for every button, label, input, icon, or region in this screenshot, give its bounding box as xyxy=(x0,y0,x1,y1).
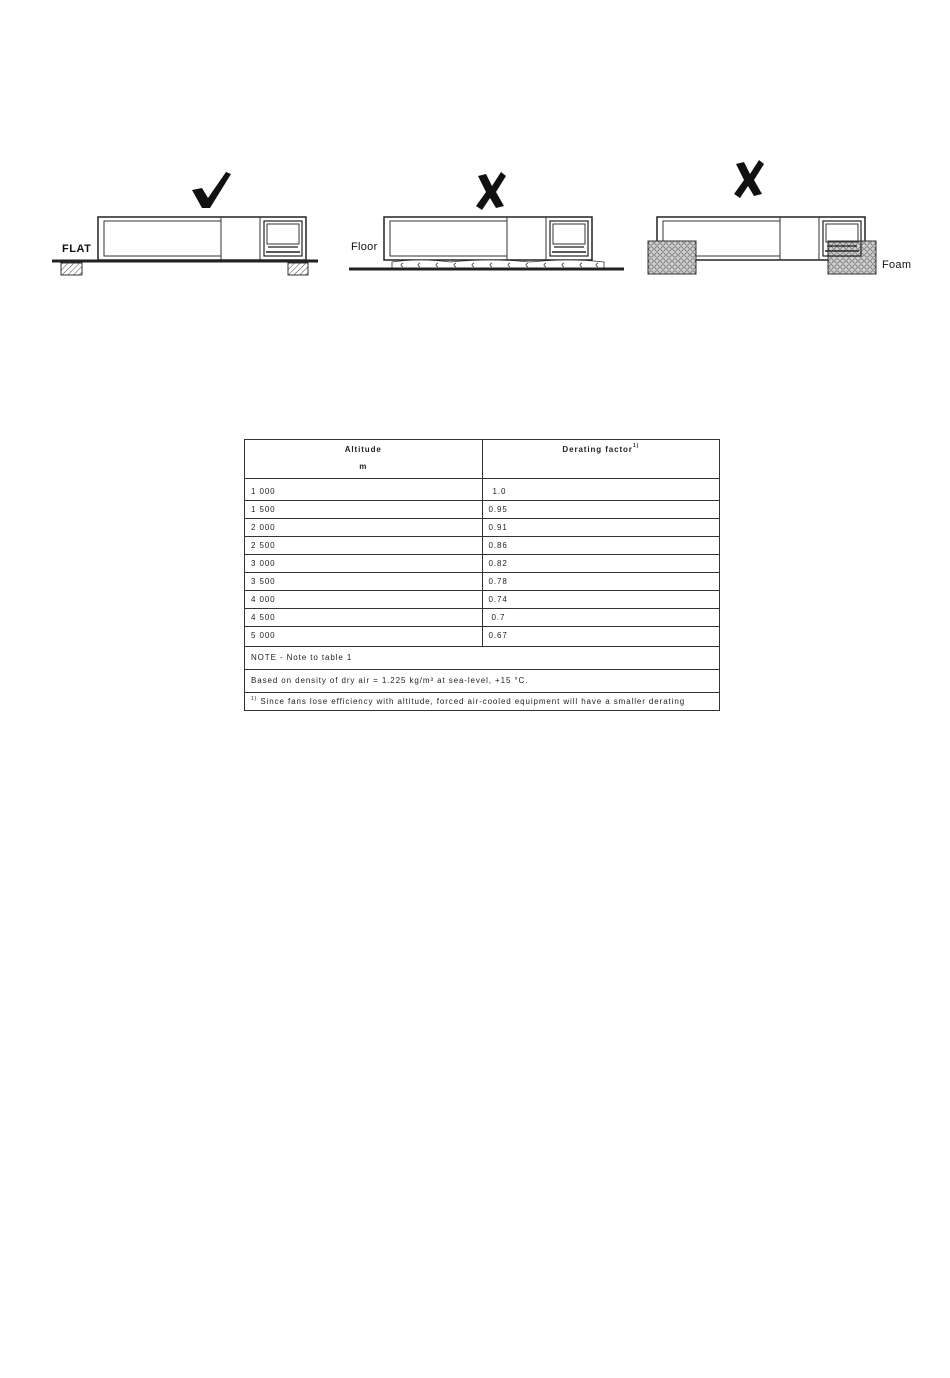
factor-cell: 0.74 xyxy=(482,591,720,609)
altitude-cell: 2 000 xyxy=(245,519,483,537)
device-body xyxy=(384,217,592,260)
factor-cell: 1.0 xyxy=(482,479,720,501)
altitude-cell: 2 500 xyxy=(245,537,483,555)
table-header-row xyxy=(245,440,720,479)
table-row xyxy=(245,555,720,573)
altitude-cell: 5 000 xyxy=(245,627,483,647)
label-floor: Floor xyxy=(351,241,378,253)
factor-cell: 0.82 xyxy=(482,555,720,573)
table-basis: Based on density of dry air = 1.225 kg/m³ at sea-level, +15 °C. xyxy=(245,670,720,693)
factor-cell: 0.91 xyxy=(482,519,720,537)
table-row xyxy=(245,573,720,591)
panel-flat xyxy=(52,172,318,275)
panel-floor xyxy=(349,172,624,269)
factor-cell: 0.7 xyxy=(482,609,720,627)
factor-cell: 0.95 xyxy=(482,501,720,519)
basis-row xyxy=(245,670,720,693)
altitude-cell: 1 500 xyxy=(245,501,483,519)
carpet xyxy=(392,260,604,268)
table-row xyxy=(245,609,720,627)
factor-cell: 0.86 xyxy=(482,537,720,555)
footnote-marker: 1) xyxy=(251,696,258,702)
table-row xyxy=(245,591,720,609)
footnote-row xyxy=(245,693,720,711)
altitude-cell: 3 500 xyxy=(245,573,483,591)
cross-mark-icon xyxy=(734,160,764,198)
table-row xyxy=(245,501,720,519)
note-row xyxy=(245,647,720,670)
altitude-header-label: Altitude xyxy=(344,445,382,454)
altitude-cell: 1 000 xyxy=(245,479,483,501)
mounting-diagram xyxy=(0,150,950,290)
altitude-cell: 4 500 xyxy=(245,609,483,627)
altitude-cell: 3 000 xyxy=(245,555,483,573)
support-right xyxy=(288,263,308,275)
table-row xyxy=(245,537,720,555)
table-row xyxy=(245,479,720,501)
altitude-header xyxy=(245,440,483,479)
label-foam: Foam xyxy=(882,259,912,271)
derating-header xyxy=(482,440,720,479)
derating-header-label: Derating factor xyxy=(562,445,633,454)
derating-footnote-ref: 1) xyxy=(632,443,640,449)
factor-cell: 0.67 xyxy=(482,627,720,647)
label-flat: FLAT xyxy=(62,243,92,255)
altitude-unit: m xyxy=(359,462,368,471)
altitude-cell: 4 000 xyxy=(245,591,483,609)
cross-mark-icon xyxy=(476,172,506,210)
table-note: NOTE - Note to table 1 xyxy=(245,647,720,670)
table-row xyxy=(245,627,720,647)
support-left xyxy=(61,263,82,275)
mounting-figure xyxy=(0,150,950,290)
check-mark-icon xyxy=(192,172,231,208)
table-row xyxy=(245,519,720,537)
factor-cell: 0.78 xyxy=(482,573,720,591)
panel-foam xyxy=(648,160,876,274)
device-body xyxy=(98,217,306,260)
footnote-text: Since fans lose efficiency with altitude, forced air-cooled equipment will have a smaller derating xyxy=(260,697,686,706)
derating-table xyxy=(244,439,720,711)
table-footnote xyxy=(245,693,720,711)
foam-block-left xyxy=(648,241,696,274)
